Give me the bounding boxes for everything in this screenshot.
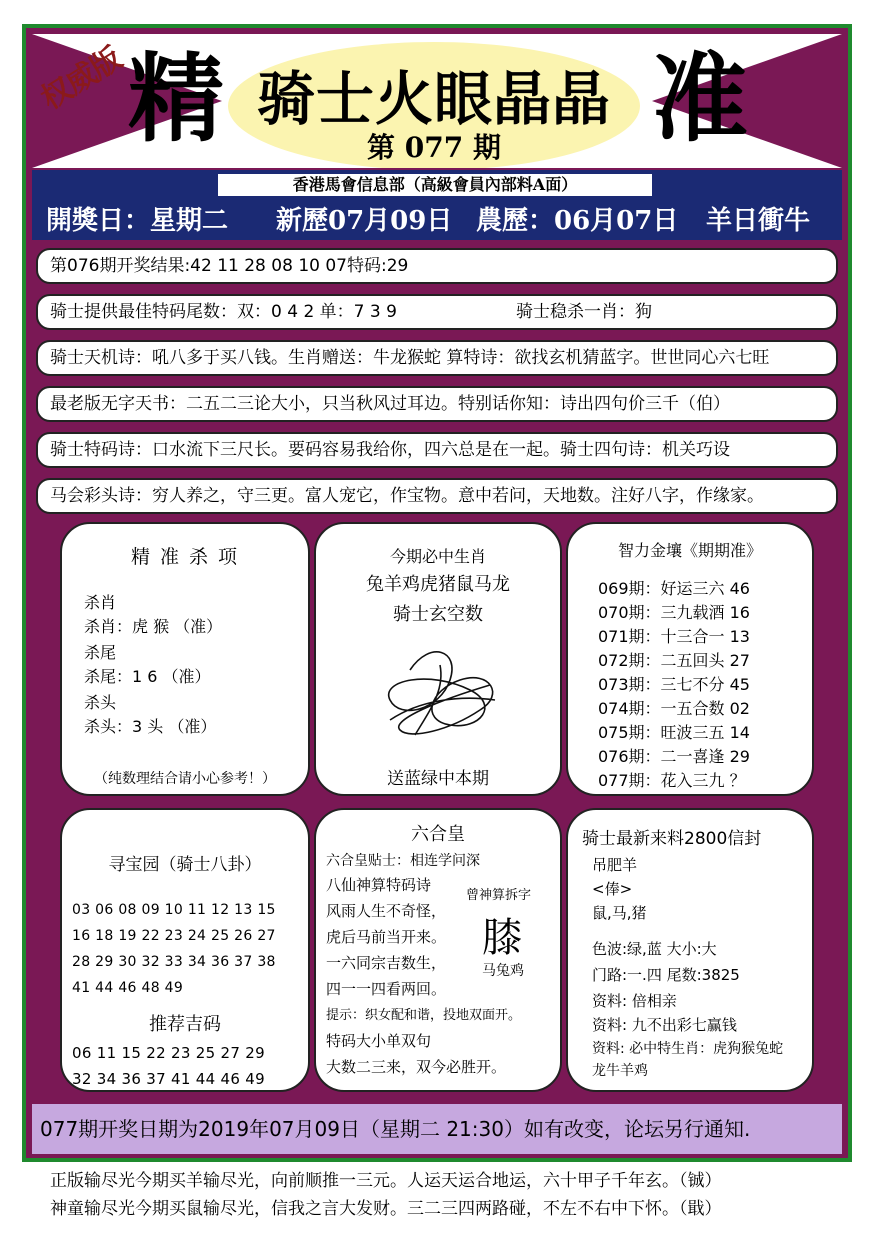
info-bar <box>32 170 842 240</box>
split-title: 曾神算拆字 <box>466 888 532 903</box>
kill-one-text: 骑士稳杀一肖：狗 <box>516 302 652 322</box>
treasure-row: 41 44 46 48 49 <box>72 980 184 996</box>
zodiac-line1: 今期必中生肖 <box>389 547 486 566</box>
split-char: 膝 <box>482 915 522 961</box>
issue-number: 第 077 期 <box>367 131 501 164</box>
special-poem-row: 骑士特码诗：口水流下三尺长。要码容易我给你，四六总是在一起。骑士四句诗：机关巧设 <box>36 432 838 468</box>
latest-line: 资料: 倍相亲 <box>592 992 677 1010</box>
liuhe-line: 虎后马前当开来。 <box>326 928 447 946</box>
lunar-date: 農歷：06月07日 <box>476 206 679 236</box>
big-char-right: 准 <box>652 42 748 155</box>
lucky-title: 推荐吉码 <box>149 1014 221 1035</box>
kill-line: 杀头 <box>84 693 117 712</box>
draw-day: 開獎日：星期二 <box>46 206 229 236</box>
liuhe-title: 六合皇 <box>411 824 465 845</box>
latest-line: 资料: 九不出彩七赢钱 <box>592 1016 737 1034</box>
lucky-row: 06 11 15 22 23 25 27 29 <box>72 1044 265 1062</box>
page-title: 骑士火眼晶晶 <box>256 65 611 133</box>
liuhe-line: 特码大小单双句 <box>326 1032 432 1050</box>
zodiac-box <box>314 522 562 796</box>
kill-line: 杀尾：1 6 （准） <box>84 667 211 686</box>
latest-line: <俸> <box>592 880 633 898</box>
treasure-row: 16 18 19 22 23 24 25 26 27 <box>72 928 276 944</box>
kill-note: （纯数理结合请小心参考！） <box>94 771 276 787</box>
liuhe-line: 一六同宗吉数生， <box>326 954 447 972</box>
kill-line: 杀肖 <box>84 593 117 612</box>
kill-line: 杀肖：虎 猴 （准） <box>84 617 223 636</box>
poster-frame <box>22 24 852 1162</box>
history-item: 072期：二五回头 27 <box>598 651 750 670</box>
kill-line: 杀头：3 头 （准） <box>84 717 217 736</box>
history-item: 069期：好运三六 46 <box>598 579 750 598</box>
badge-text: 权威版 <box>35 41 128 117</box>
history-item: 070期：三九载酒 16 <box>598 603 750 622</box>
zodiac-line3: 骑士玄空数 <box>393 604 483 625</box>
kill-title: 精 准 杀 项 <box>130 546 240 568</box>
bottom-poem-2: 神童输尽光今期买鼠输尽光，信我之言大发财。三二三四两路碰，不左不右中下怀。（戢） <box>50 1199 722 1219</box>
tail-text: 骑士提供最佳特码尾数：双：0 4 2 单：7 3 9 <box>50 302 397 322</box>
kill-line: 杀尾 <box>84 643 117 662</box>
zodiac-clash: 羊日衝牛 <box>706 206 811 236</box>
bottom-poem-1: 正版输尽光今期买羊输尽光，向前顺推一三元。人运天运合地运，六十甲子千年玄。（铖） <box>50 1171 722 1191</box>
latest-line: 资料: 必中特生肖：虎狗猴兔蛇 <box>592 1041 784 1057</box>
history-box <box>566 522 814 796</box>
history-item: 074期：一五合数 02 <box>598 699 750 718</box>
history-item: 073期：三七不分 45 <box>598 675 750 694</box>
history-title: 智力金壤《期期准》 <box>617 541 762 560</box>
zodiac-line4: 送蓝绿中本期 <box>387 769 489 789</box>
treasure-row: 28 29 30 32 33 34 36 37 38 <box>72 954 276 970</box>
history-item: 075期：旺波三五 14 <box>598 723 750 742</box>
liuhe-line: 大数二三来，双今必胜开。 <box>326 1058 507 1076</box>
history-item: 071期：十三合一 13 <box>598 627 750 646</box>
liuhe-line: 提示：织女配和谐，投地双面开。 <box>326 1008 522 1023</box>
treasure-box <box>60 808 310 1092</box>
latest-line: 吊肥羊 <box>592 856 638 874</box>
club-poem-row: 马会彩头诗：穷人养之，守三更。富人宠它，作宝物。意中若问，天地数。注好八字，作缘家。 <box>36 478 838 514</box>
liuhe-box <box>314 808 562 1092</box>
header <box>32 34 842 168</box>
lucky-row: 32 34 36 37 41 44 46 49 <box>72 1070 265 1088</box>
poem-row: 骑士天机诗：吼八多于买八钱。生肖赠送：牛龙猴蛇 算特诗：欲找玄机猜蓝字。世世同心六七旺 <box>36 340 838 376</box>
solar-date: 新歷07月09日 <box>276 206 453 236</box>
result-row: 第076期开奖结果:42 11 28 08 10 07特码:29 <box>36 248 838 284</box>
history-item: 077期：花入三九 ？ <box>598 771 746 790</box>
latest-line: 色波:绿,蓝 大小:大 <box>592 940 717 958</box>
latest-line: 鼠,马,猪 <box>592 904 647 922</box>
zodiac-line2: 兔羊鸡虎猪鼠马龙 <box>366 574 510 595</box>
latest-title: 骑士最新来料2800信封 <box>582 829 762 849</box>
latest-line: 龙牛羊鸡 <box>592 1063 648 1079</box>
latest-box <box>566 808 814 1092</box>
liuhe-line: 八仙神算特码诗 <box>326 876 432 894</box>
treasure-row: 03 06 08 09 10 11 12 13 15 <box>72 902 276 918</box>
tail-row <box>36 294 838 330</box>
kill-box <box>60 522 310 796</box>
signature-scribble <box>370 640 510 750</box>
notice-bar: 077期开奖日期为2019年07月09日（星期二 21:30）如有改变，论坛另行通知. <box>32 1104 842 1154</box>
liuhe-line: 六合皇贴士：相连学问深 <box>326 853 480 869</box>
liuhe-line: 四一一四看两回。 <box>326 980 447 998</box>
subtitle: 香港馬會信息部（高級會員內部料A面） <box>218 174 652 196</box>
history-item: 076期：二一喜逢 29 <box>598 747 750 766</box>
big-char-left: 精 <box>128 42 224 155</box>
draw-date-line <box>46 200 836 237</box>
liuhe-line: 风雨人生不奇怪， <box>326 902 447 920</box>
latest-line: 门路:一.四 尾数:3825 <box>592 966 740 984</box>
treasure-title: 寻宝园（骑士八卦） <box>108 855 262 875</box>
split-note: 马兔鸡 <box>482 963 524 979</box>
book-row: 最老版无字天书：二五二三论大小，只当秋风过耳边。特别话你知：诗出四句价三千（伯） <box>36 386 838 422</box>
